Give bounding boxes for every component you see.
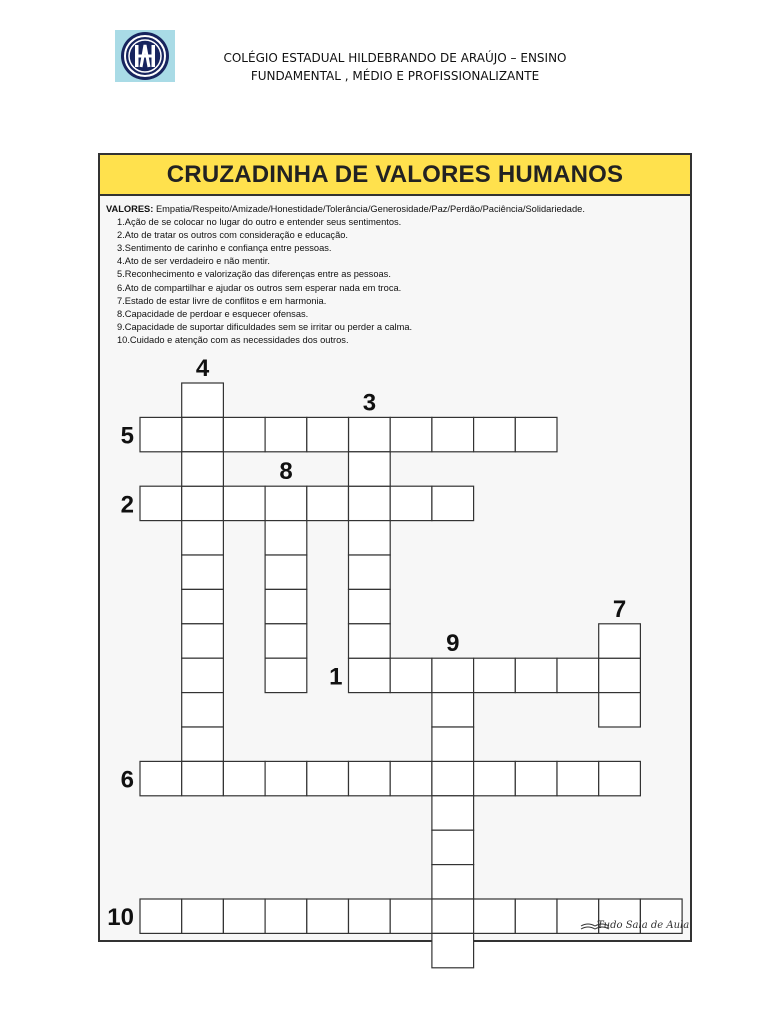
crossword-cell[interactable] bbox=[515, 417, 557, 451]
crossword-cell[interactable] bbox=[349, 589, 391, 623]
crossword-cell[interactable] bbox=[349, 624, 391, 658]
clue-2: 2.Ato de tratar os outros com consideração e educação. bbox=[117, 230, 349, 241]
crossword-cell[interactable] bbox=[432, 899, 474, 933]
crossword-cell[interactable] bbox=[182, 521, 224, 555]
clue-number-2: 2 bbox=[120, 491, 134, 519]
crossword-cell[interactable] bbox=[515, 761, 557, 795]
crossword-cell[interactable] bbox=[182, 899, 224, 933]
clue-number-6: 6 bbox=[120, 766, 134, 794]
clue-list bbox=[106, 203, 688, 347]
crossword-cell[interactable] bbox=[182, 383, 224, 417]
school-name-line-2: FUNDAMENTAL , MÉDIO E PROFISSIONALIZANTE bbox=[250, 69, 540, 83]
clue-9: 9.Capacidade de suportar dificuldades sem se irritar ou perder a calma. bbox=[117, 321, 413, 332]
crossword-cell[interactable] bbox=[182, 452, 224, 486]
crossword-cell[interactable] bbox=[265, 486, 307, 520]
crossword-cell[interactable] bbox=[182, 693, 224, 727]
crossword-cell[interactable] bbox=[265, 624, 307, 658]
clue-5: 5.Reconhecimento e valorização das diferenças entre as pessoas. bbox=[117, 269, 391, 280]
crossword-cell[interactable] bbox=[515, 658, 557, 692]
crossword-cell[interactable] bbox=[182, 486, 224, 520]
crossword-cell[interactable] bbox=[349, 761, 391, 795]
crossword-cell[interactable] bbox=[182, 589, 224, 623]
crossword-cell[interactable] bbox=[474, 761, 516, 795]
crossword-cell[interactable] bbox=[140, 417, 182, 451]
crossword-cell[interactable] bbox=[307, 486, 349, 520]
clue-number-9: 9 bbox=[446, 630, 460, 658]
clue-number-8: 8 bbox=[279, 458, 293, 486]
crossword-cell[interactable] bbox=[432, 658, 474, 692]
crossword-cell[interactable] bbox=[599, 624, 641, 658]
signature-text: Tudo Sala de Aula bbox=[597, 920, 690, 931]
crossword-cell[interactable] bbox=[474, 899, 516, 933]
crossword-cell[interactable] bbox=[349, 521, 391, 555]
crossword-cell[interactable] bbox=[182, 658, 224, 692]
title-banner bbox=[100, 155, 690, 196]
crossword-cell[interactable] bbox=[307, 417, 349, 451]
crossword-cell[interactable] bbox=[265, 555, 307, 589]
crossword-cell[interactable] bbox=[432, 761, 474, 795]
crossword-cell[interactable] bbox=[349, 486, 391, 520]
crossword-cell[interactable] bbox=[432, 727, 474, 761]
crossword-cell[interactable] bbox=[432, 830, 474, 864]
crossword-cell[interactable] bbox=[390, 486, 432, 520]
crossword-cell[interactable] bbox=[599, 899, 641, 933]
crossword-cell[interactable] bbox=[265, 589, 307, 623]
crossword-cell[interactable] bbox=[182, 624, 224, 658]
crossword-cell[interactable] bbox=[182, 727, 224, 761]
crossword-cell[interactable] bbox=[223, 761, 265, 795]
crossword-cell[interactable] bbox=[223, 417, 265, 451]
crossword-cell[interactable] bbox=[349, 658, 391, 692]
crossword-cell[interactable] bbox=[265, 658, 307, 692]
crossword-cell[interactable] bbox=[390, 899, 432, 933]
school-name-line-1: COLÉGIO ESTADUAL HILDEBRANDO DE ARAÚJO – ENSINO bbox=[223, 51, 567, 65]
crossword-cell[interactable] bbox=[265, 417, 307, 451]
crossword-cell[interactable] bbox=[349, 899, 391, 933]
crossword-cell[interactable] bbox=[182, 417, 224, 451]
crossword-cell[interactable] bbox=[307, 761, 349, 795]
crossword-cell[interactable] bbox=[432, 417, 474, 451]
crossword-cell[interactable] bbox=[515, 899, 557, 933]
worksheet-title: CRUZADINHA DE VALORES HUMANOS bbox=[166, 161, 624, 188]
clue-6: 6.Ato de compartilhar e ajudar os outros sem esperar nada em troca. bbox=[117, 282, 402, 293]
clue-3: 3.Sentimento de carinho e confiança entre pessoas. bbox=[117, 243, 332, 254]
clue-number-5: 5 bbox=[120, 422, 134, 450]
clue-1: 1.Ação de se colocar no lugar do outro e entender seus sentimentos. bbox=[117, 217, 402, 228]
crossword-cell[interactable] bbox=[557, 761, 599, 795]
crossword-cell[interactable] bbox=[140, 899, 182, 933]
crossword-cell[interactable] bbox=[182, 761, 224, 795]
crossword-cell[interactable] bbox=[474, 417, 516, 451]
school-header bbox=[180, 49, 610, 85]
clue-number-3: 3 bbox=[362, 389, 377, 417]
crossword-cell[interactable] bbox=[223, 486, 265, 520]
crossword-cell[interactable] bbox=[140, 486, 182, 520]
crossword-cell[interactable] bbox=[432, 933, 474, 967]
crossword-cell[interactable] bbox=[640, 899, 682, 933]
crossword-cell[interactable] bbox=[432, 486, 474, 520]
crossword-cell[interactable] bbox=[182, 555, 224, 589]
crossword-cell[interactable] bbox=[307, 899, 349, 933]
crossword-cell[interactable] bbox=[599, 761, 641, 795]
school-emblem-icon bbox=[115, 30, 175, 82]
values-line bbox=[106, 203, 688, 216]
crossword-cell[interactable] bbox=[432, 693, 474, 727]
crossword-cell[interactable] bbox=[557, 899, 599, 933]
values-label: VALORES: bbox=[106, 204, 154, 214]
clue-7: 7.Estado de estar livre de conflitos e em harmonia. bbox=[117, 295, 327, 306]
crossword-cell[interactable] bbox=[390, 761, 432, 795]
clue-number-7: 7 bbox=[612, 595, 627, 623]
clue-number-10: 10 bbox=[107, 904, 134, 932]
crossword-cell[interactable] bbox=[599, 658, 641, 692]
crossword-cell[interactable] bbox=[349, 452, 391, 486]
crossword-cell[interactable] bbox=[432, 796, 474, 830]
crossword-cell[interactable] bbox=[432, 865, 474, 899]
clue-number-1: 1 bbox=[329, 663, 343, 691]
crossword-cell[interactable] bbox=[265, 761, 307, 795]
crossword-cell[interactable] bbox=[557, 658, 599, 692]
crossword-cell[interactable] bbox=[390, 417, 432, 451]
crossword-cell[interactable] bbox=[349, 417, 391, 451]
crossword-cell[interactable] bbox=[390, 658, 432, 692]
clue-number-4: 4 bbox=[195, 355, 210, 382]
clue-4: 4.Ato de ser verdadeiro e não mentir. bbox=[117, 256, 270, 267]
crossword-cell[interactable] bbox=[265, 521, 307, 555]
crossword-cell[interactable] bbox=[265, 899, 307, 933]
crossword-cell[interactable] bbox=[223, 899, 265, 933]
crossword-cell[interactable] bbox=[349, 555, 391, 589]
clue-8: 8.Capacidade de perdoar e esquecer ofensas. bbox=[117, 308, 309, 319]
clue-10: 10.Cuidado e atenção com as necessidades dos outros. bbox=[117, 334, 349, 345]
values-list: Empatia/Respeito/Amizade/Honestidade/Tolerância/Generosidade/Paz/Perdão/Paciência/Solidariedade. bbox=[155, 204, 585, 214]
crossword-cell[interactable] bbox=[140, 761, 182, 795]
crossword-cell[interactable] bbox=[474, 658, 516, 692]
crossword-cell[interactable] bbox=[599, 693, 641, 727]
